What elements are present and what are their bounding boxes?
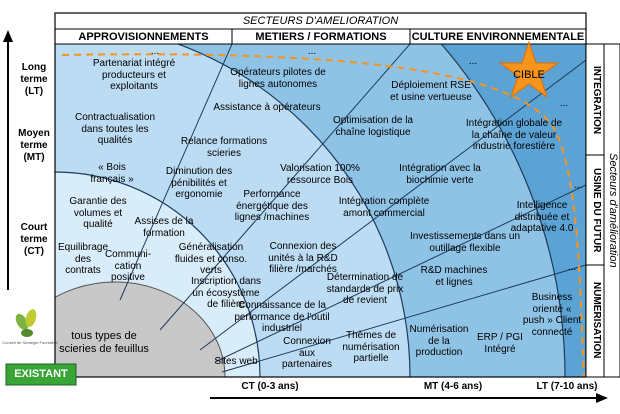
cell-erp: ERP / PGI Intégré	[477, 332, 523, 355]
row-label-numerisation: NUMERISATION	[591, 281, 602, 359]
cell-business: Business orienté « push » Client connecté	[522, 292, 582, 338]
cell-partenariat: Partenariat intégré producteurs et exploitants	[92, 58, 176, 92]
cell-bois-francais: « Bois français »	[90, 162, 134, 185]
column-header-approvisionnements: APPROVISIONNEMENTS	[78, 31, 209, 43]
x-label-mt: MT (4-6 ans)	[423, 381, 483, 392]
cell-inscription: Inscription dans un écosystème de filière	[190, 276, 262, 310]
cell-valorisation: Valorisation 100% ressource Bois	[280, 163, 360, 186]
cell-communication: Communi- cation positive	[104, 249, 152, 283]
cell-operateurs: Opérateurs pilotes de lignes autonomes	[230, 67, 326, 90]
y-label-mt: Moyen terme (MT)	[18, 128, 50, 163]
cell-intelligence: Intelligence distribuée et adaptative 4.0	[510, 200, 574, 234]
diagram-title: SECTEURS D'AMELIORATION	[242, 15, 399, 27]
cell-deploiement: Déploiement RSE et usine vertueuse	[390, 80, 472, 103]
cell-determination: Détermination de standards de prix de revient	[326, 272, 404, 306]
cell-equilibrage: Equilibrage des contrats	[57, 242, 109, 276]
cell-generalisation: Généralisation fluides et conso. verts	[174, 242, 248, 276]
cell-investissements: Investissements dans un outillage flexible	[409, 231, 521, 254]
cell-themes: Thèmes de numérisation partielle	[342, 330, 400, 364]
y-label-ct: Court terme (CT)	[20, 222, 48, 257]
right-title: Secteurs d'amélioration	[607, 152, 619, 268]
x-label-lt: LT (7-10 ans)	[536, 381, 598, 392]
row-label-integration: INTEGRATION	[591, 65, 602, 135]
cell-assistance: Assistance à opérateurs	[213, 102, 321, 113]
x-label-ct: CT (0-3 ans)	[241, 381, 299, 392]
column-header-metiers: METIERS / FORMATIONS	[255, 31, 387, 43]
cell-connexion-unites: Connexion des unités à la R&D filière /marchés	[268, 241, 338, 275]
row-label-usine: USINE DU FUTUR	[591, 167, 602, 253]
cell-numerisation-production: Numérisation de la production	[409, 324, 469, 358]
cell-integration-bio: Intégration avec la biochimie verte	[399, 163, 481, 186]
cell-connaissance: Connaissance de la performance de l'outil industriel	[234, 300, 330, 334]
cell-contractualisation: Contractualisation dans toutes les qualités	[74, 112, 156, 146]
ellipsis: ...	[573, 180, 583, 191]
cell-diminution: Diminution des pénibilités et ergonomie	[165, 166, 233, 200]
logo-caption: Conseil de Stratégie Forestière	[2, 340, 58, 345]
cell-optimisation: Optimisation de la chaîne logistique	[332, 115, 414, 138]
base-label: tous types de scieries de feuillus	[59, 330, 149, 355]
cell-garantie: Garantie des volumes et qualité	[69, 196, 127, 230]
cell-integration-amont: Intégration complète amont commercial	[338, 196, 430, 219]
ellipsis: ...	[468, 56, 478, 67]
cell-sites-web: Sites web	[214, 356, 258, 367]
column-header-culture: CULTURE ENVIRONNEMENTALE	[411, 31, 585, 43]
cell-connexion-partenaires: Connexion aux partenaires	[281, 336, 333, 370]
logo-icon	[13, 308, 38, 337]
ellipsis: ...	[150, 46, 160, 57]
y-label-lt: Long terme (LT)	[20, 62, 48, 97]
cell-assises: Assises de la formation	[134, 216, 194, 239]
existant-label: EXISTANT	[14, 368, 68, 380]
ellipsis: ...	[307, 46, 317, 57]
ellipsis: ...	[559, 98, 569, 109]
cell-relance: Relance formations scieries	[180, 136, 268, 159]
cell-integration-globale: Intégration globale de la chaîne de valeur industrie forestière	[465, 118, 563, 152]
ellipsis: ...	[567, 262, 577, 273]
cell-performance-energetique: Performance énergétique des lignes /machines	[234, 189, 310, 223]
cible-label: CIBLE	[513, 69, 545, 81]
cell-rd-machines: R&D machines et lignes	[420, 265, 488, 288]
